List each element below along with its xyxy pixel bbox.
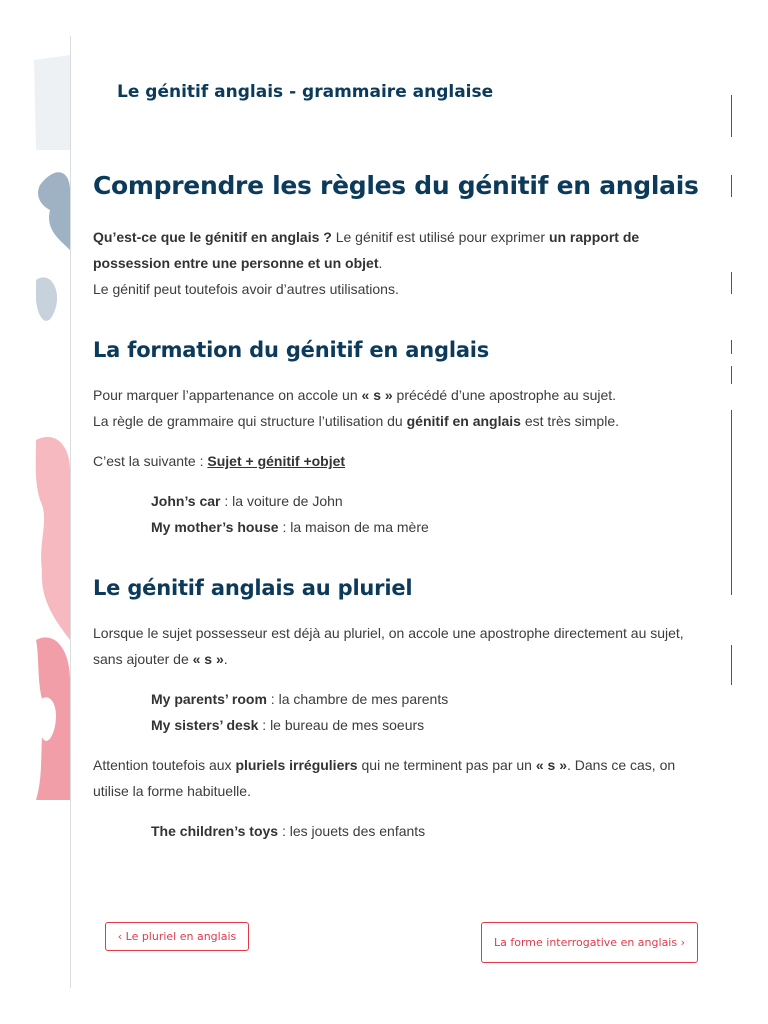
formation-rule: C’est la suivante : Sujet + génitif +objet [93, 453, 346, 469]
formation-paragraph: Pour marquer l’appartenance on accole un « s » précédé d’une apostrophe au sujet. La règle de grammaire qui structure l’utilisation du génitif en anglais est très simple. [93, 387, 619, 429]
intro-paragraph: Qu’est-ce que le génitif en anglais ? Le génitif est utilisé pour exprimer un rapport de possession entre une personne et un objet. Le génitif peut toutefois avoir d’autres utilisations. [93, 229, 640, 297]
decorative-background-left [0, 0, 70, 1024]
formation-rule-formula: Sujet + génitif +objet [207, 453, 346, 469]
next-lesson-button[interactable]: La forme interrogative en anglais › [481, 922, 698, 963]
previous-lesson-button[interactable]: ‹ Le pluriel en anglais [105, 922, 249, 951]
intro-highlight: un rapport de possession entre une personne et un objet [93, 229, 640, 271]
example-list: John’s car : la voiture de John My mother’s house : la maison de ma mère [151, 493, 429, 535]
intro-question: Qu’est-ce que le génitif en anglais ? [93, 229, 332, 245]
right-edge-marks [730, 0, 738, 1024]
page-header-title: Le génitif anglais - grammaire anglaise [117, 82, 494, 102]
irregular-plural-paragraph: Attention toutefois aux pluriels irréguliers qui ne terminent pas par un « s ». Dans ce cas, on utilise la forme habituelle. [93, 757, 676, 799]
article-content [93, 150, 713, 895]
plural-paragraph: Lorsque le sujet possesseur est déjà au pluriel, on accole une apostrophe directement au sujet, sans ajouter de « s ». [93, 625, 684, 667]
article-title: Comprendre les règles du génitif en anglais [93, 171, 699, 200]
section-title-plural: Le génitif anglais au pluriel [93, 576, 413, 600]
irregular-example: The children’s toys : les jouets des enfants [151, 823, 426, 839]
plural-example-list: My parents’ room : la chambre de mes parents My sisters’ desk : le bureau de mes soeurs [151, 691, 449, 733]
section-title-formation: La formation du génitif en anglais [93, 338, 490, 362]
content-fade [93, 870, 713, 898]
intro-line2: Le génitif peut toutefois avoir d’autres utilisations. [93, 281, 399, 297]
